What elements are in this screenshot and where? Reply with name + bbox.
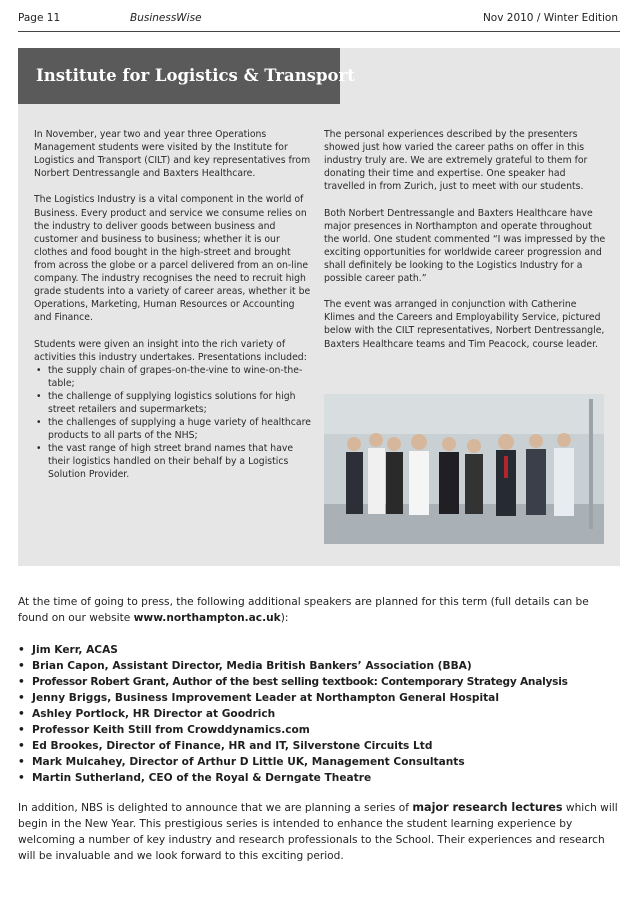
speaker-item [18, 722, 622, 738]
article-paragraph: The event was arranged in conjunction with Catherine Klimes and the Careers and Employability Service, pictured below with the CILT representatives, Norbert Dentressangle, Baxters Healthcare teams and Tim Peacock, course leader. [324, 299, 605, 350]
article-title-bar [18, 48, 355, 104]
list-item-text: the challenge of supplying logistics solutions for high street retailers and supermarkets; [48, 390, 296, 415]
speaker-text: Professor Robert Grant, Author of the best selling textbook: Contemporary Strategy Analysis [32, 676, 568, 688]
list-item-text: the supply chain of grapes-on-the-vine to wine-on-the-table; [48, 364, 303, 389]
closing-paragraph [18, 800, 622, 864]
article-paragraph: Both Norbert Dentressangle and Baxters Healthcare have major presences in Northampton and operate throughout the world. One student commented “I was impressed by the exciting opportunities for worldwide career progression and shall definitely be looking to the Logistics Industry for a possible career path.” [324, 207, 606, 285]
speaker-item [18, 770, 622, 786]
list-item [34, 442, 314, 481]
speakers-intro [18, 594, 622, 626]
list-item [34, 364, 314, 390]
bullet-icon: • [18, 756, 25, 768]
article-paragraph: The Logistics Industry is a vital component in the world of Business. Every product and service we consume relies on the industry to deliver goods between business and customer and business to business; whether it is our clothes and food bought in the high-street and brought from across the globe or a parcel delivered from an on-line company. The industry recognises the need to recruit high grade students into a variety of career areas, whether it be Operations, Marketing, Human Resources or Accounting and Finance. [34, 194, 311, 324]
speaker-text: Martin Sutherland, CEO of the Royal & Derngate Theatre [32, 772, 372, 784]
edition-label: Nov 2010 / Winter Edition [482, 12, 618, 24]
intro-text: At the time of going to press, the following additional speakers are planned for this term (full details can be found on our website [18, 596, 589, 624]
bullet-icon: • [36, 443, 42, 455]
publication-name: BusinessWise [130, 12, 202, 24]
page-number: Page 11 [18, 12, 61, 24]
speaker-item [18, 674, 622, 690]
article-paragraph: In November, year two and year three Operations Management students were visited by the Institute for Logistics and Transport (CILT) and key representatives from Norbert Dentressangle and Baxters Healthcare. [34, 129, 311, 180]
speaker-item [18, 754, 622, 770]
speaker-item [18, 658, 622, 674]
bullet-icon: • [36, 417, 42, 429]
group-photo-image [324, 394, 604, 544]
list-item [34, 416, 314, 442]
list-item [34, 390, 314, 416]
bullet-icon: • [18, 676, 25, 688]
speaker-item [18, 738, 622, 754]
bullet-icon: • [18, 708, 25, 720]
speaker-text: Ashley Portlock, HR Director at Goodrich [32, 708, 276, 720]
speaker-text: Ed Brookes, Director of Finance, HR and IT, Silverstone Circuits Ltd [32, 740, 433, 752]
article-paragraph: Students were given an insight into the rich variety of activities this industry undertakes. Presentations included: [34, 338, 307, 363]
intro-text-end: ): [280, 612, 289, 624]
bullet-icon: • [18, 724, 25, 736]
speaker-item [18, 642, 622, 658]
article-title: Institute for Logistics & Transport [36, 66, 355, 85]
website-link[interactable]: www.northampton.ac.uk [133, 612, 281, 624]
speaker-text: Jenny Briggs, Business Improvement Leader at Northampton General Hospital [32, 692, 499, 704]
lectures-emphasis: major research lectures [412, 801, 563, 814]
speaker-text: Jim Kerr, ACAS [32, 644, 118, 656]
article-paragraph: The personal experiences described by the presenters showed just how varied the career paths on offer in this industry truly are. We are extremely grateful to them for donating their time and expertise. One speaker had travelled in from Zurich, just to meet with our students. [324, 129, 588, 193]
page-header [18, 10, 620, 32]
list-item-text: the challenges of supplying a huge variety of healthcare products to all parts of the NHS; [48, 417, 311, 442]
bullet-icon: • [36, 364, 42, 376]
bullet-icon: • [18, 644, 25, 656]
presentation-list [34, 364, 314, 482]
bullet-icon: • [18, 772, 25, 784]
speaker-text: Professor Keith Still from Crowddynamics.com [32, 724, 310, 736]
speaker-text: Brian Capon, Assistant Director, Media British Bankers’ Association (BBA) [32, 660, 472, 672]
closing-text: In addition, NBS is delighted to announce that we are planning a series of [18, 802, 413, 814]
group-photo [324, 394, 604, 544]
bullet-icon: • [18, 660, 25, 672]
speaker-item [18, 690, 622, 706]
speaker-list [18, 642, 622, 786]
article-right-column [324, 128, 608, 364]
article-panel [18, 48, 620, 566]
bullet-icon: • [18, 692, 25, 704]
list-item-text: the vast range of high street brand names that have their logistics handled on their behalf by a Logistics Solution Provider. [48, 443, 294, 481]
bullet-icon: • [36, 390, 42, 402]
closing-text-end: which will begin in the New Year. This prestigious series is intended to enhance the student learning experience by welcoming a number of key industry and research professionals to the School. Their experiences and research will be invaluable and we look forward to this exciting period. [18, 802, 618, 862]
article-left-column [34, 128, 314, 482]
speaker-text: Mark Mulcahey, Director of Arthur D Little UK, Management Consultants [32, 756, 465, 768]
speaker-item [18, 706, 622, 722]
bullet-icon: • [18, 740, 25, 752]
